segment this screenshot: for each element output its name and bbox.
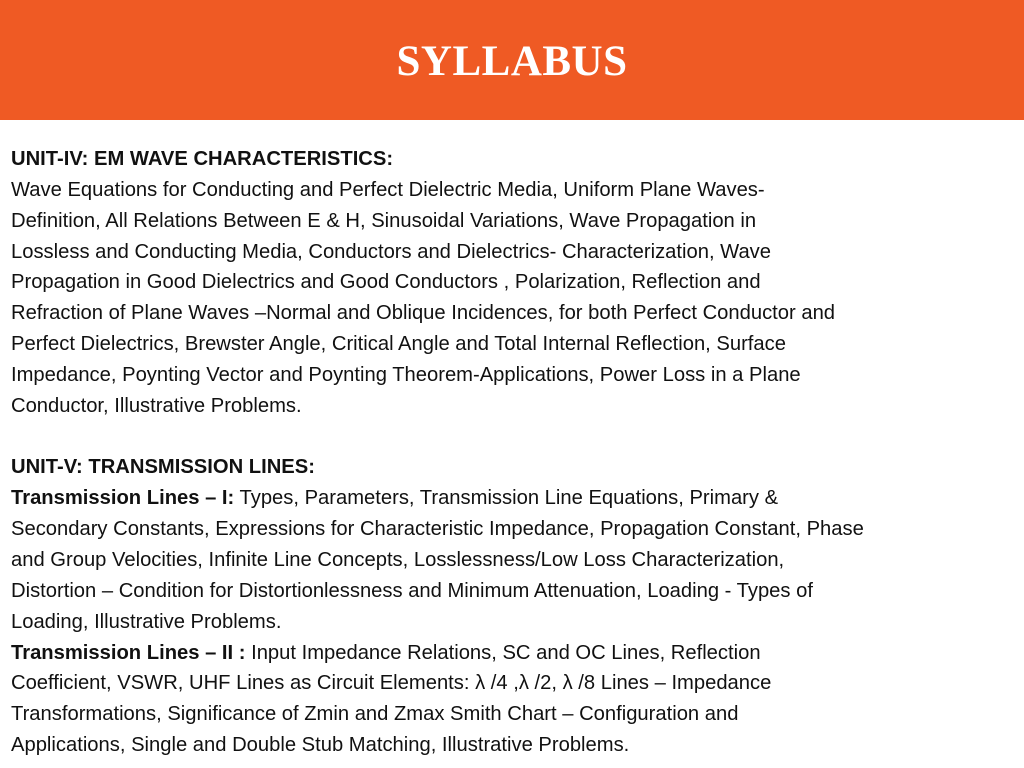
transmission-lines-i-label: Transmission Lines – I: — [11, 487, 235, 510]
unit-iv-line: Propagation in Good Dielectrics and Good Conductors , Polarization, Reflection and — [11, 271, 761, 294]
unit-iv-line: Definition, All Relations Between E & H, Sinusoidal Variations, Wave Propagation in — [11, 209, 757, 232]
transmission-lines-i-line: Distortion – Condition for Distortionlessness and Minimum Attenuation, Loading - Types of — [11, 579, 813, 602]
unit-iv-heading: UNIT-IV: EM WAVE CHARACTERISTICS: — [11, 148, 394, 170]
transmission-lines-i-first-line — [11, 483, 1016, 514]
unit-v-heading: UNIT-V: TRANSMISSION LINES: — [11, 456, 315, 479]
transmission-lines-i-line: Secondary Constants, Expressions for Characteristic Impedance, Propagation Constant, Phase — [11, 518, 864, 541]
unit-iv-line: Wave Equations for Conducting and Perfect Dielectric Media, Uniform Plane Waves- — [11, 178, 765, 201]
transmission-lines-i-line: and Group Velocities, Infinite Line Concepts, Losslessness/Low Loss Characterization, — [11, 548, 785, 571]
section-spacer — [11, 422, 1016, 453]
page-title: SYLLABUS — [396, 38, 628, 85]
unit-iv-line: Perfect Dielectrics, Brewster Angle, Critical Angle and Total Internal Reflection, Surface — [11, 333, 786, 356]
transmission-lines-ii-label: Transmission Lines – II : — [11, 641, 246, 664]
unit-iv-line: Conductor, Illustrative Problems. — [11, 394, 302, 417]
unit-iv-line: Refraction of Plane Waves –Normal and Oblique Incidences, for both Perfect Conductor and — [11, 302, 836, 325]
transmission-lines-i-line: Loading, Illustrative Problems. — [11, 610, 282, 633]
transmission-lines-i-text: Types, Parameters, Transmission Line Equations, Primary & — [234, 487, 779, 510]
transmission-lines-ii-text: Input Impedance Relations, SC and OC Lines, Reflection — [245, 641, 761, 664]
transmission-lines-ii-line: Coefficient, VSWR, UHF Lines as Circuit Elements: λ /4 ,λ /2, λ /8 Lines – Impedance — [11, 672, 772, 695]
unit-iv-line: Lossless and Conducting Media, Conductors and Dielectrics- Characterization, Wave — [11, 240, 772, 263]
transmission-lines-ii-line: Applications, Single and Double Stub Matching, Illustrative Problems. — [11, 734, 630, 757]
transmission-lines-ii-first-line — [11, 638, 1016, 669]
header-bar — [0, 0, 1024, 120]
unit-iv-line: Impedance, Poynting Vector and Poynting Theorem-Applications, Power Loss in a Plane — [11, 363, 801, 386]
syllabus-content — [11, 144, 1016, 761]
transmission-lines-ii-line: Transformations, Significance of Zmin and Zmax Smith Chart – Configuration and — [11, 703, 739, 726]
